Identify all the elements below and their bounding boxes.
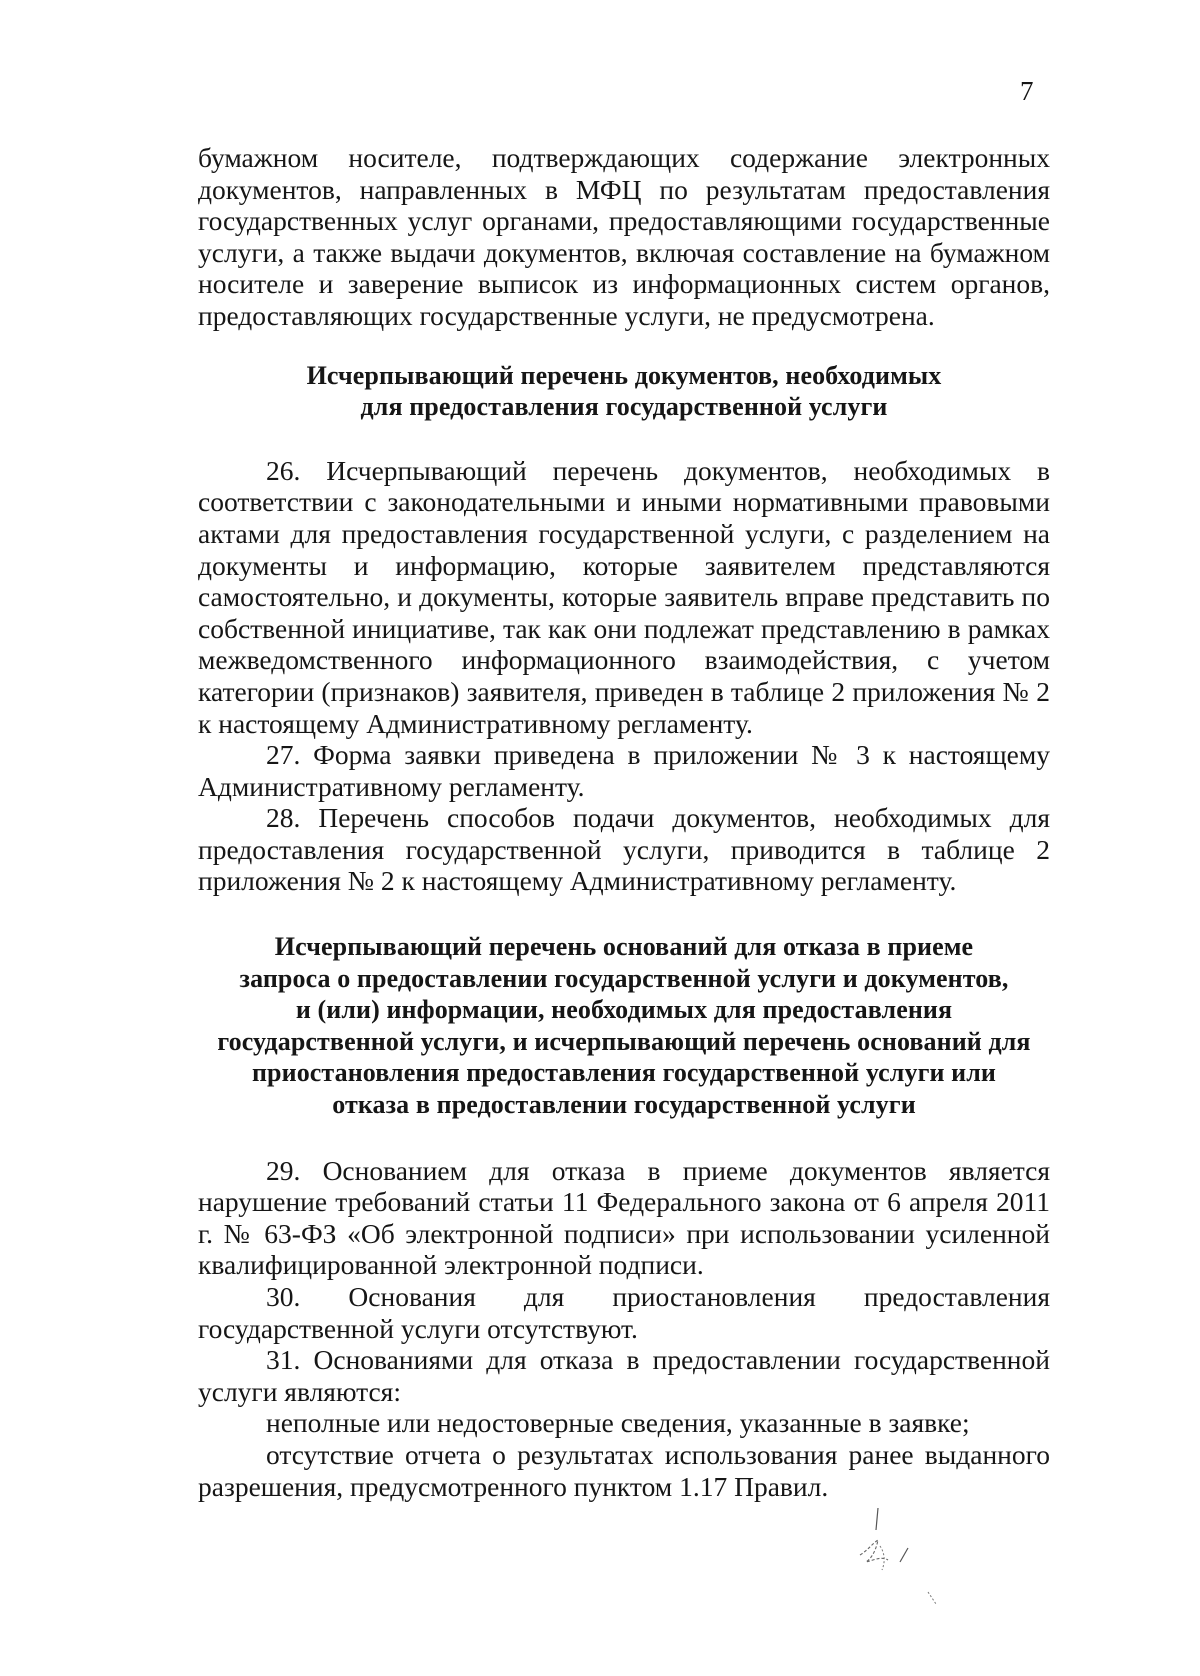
spacer xyxy=(198,423,1050,455)
paragraph-31-item-a: неполные или недостоверные сведения, указанные в заявке; xyxy=(266,1407,970,1439)
heading-line: Исчерпывающий перечень оснований для отказа в приеме xyxy=(274,932,974,962)
section-heading-refusal xyxy=(198,931,1050,1121)
paragraph-31-item-b: отсутствие отчета о результатах использования ранее выданного разрешения, предусмотренного пунктом 1.17 Правил. xyxy=(198,1438,1050,1502)
heading-line: государственной услуги, и исчерпывающий перечень оснований для xyxy=(217,1026,1031,1056)
paragraph-30: 30. Основания для приостановления предоставления государственной услуги отсутствуют. xyxy=(198,1281,1050,1344)
heading-line: Исчерпывающий перечень документов, необходимых xyxy=(306,360,942,390)
intro-paragraph: бумажном носителе, подтверждающих содержание электронных документов, направленных в МФЦ по результатам предоставления государственных услуг органами, предоставляющими государственные услуги, а также выдачи документов, включая составление на бумажном носителе и заверение выписок из информационных систем органов, предоставляющих государственные услуги, не предусмотрена. xyxy=(198,142,1050,331)
spacer xyxy=(198,1121,1050,1155)
heading-line: отказа в предоставлении государственной услуги xyxy=(332,1090,916,1120)
spacer xyxy=(198,332,1050,360)
heading-line: для предоставления государственной услуги xyxy=(360,392,888,422)
heading-line: приостановления предоставления государственной услуги или xyxy=(251,1058,997,1088)
paragraph-28: 28. Перечень способов подачи документов, необходимых для предоставления государственной услуги, приводится в таблице 2 приложения № 2 к настоящему Административному регламенту. xyxy=(198,802,1050,897)
heading-line: и (или) информации, необходимых для предоставления xyxy=(295,995,953,1025)
heading-line: запроса о предоставлении государственной услуги и документов, xyxy=(239,963,1009,993)
spacer xyxy=(198,897,1050,931)
paragraph-26: 26. Исчерпывающий перечень документов, необходимых в соответствии с законодательными и иными нормативными правовыми актами для предоставления государственной услуги, с разделением на документы и информацию, которые заявителем представляются самостоятельно, и документы, которые заявитель вправе представить по собственной инициативе, так как они подлежат представлению в рамках межведомственного информационного взаимодействия, с учетом категории (признаков) заявителя, приведен в таблице 2 приложения № 2 к настоящему Административному регламенту. xyxy=(198,454,1050,739)
section-heading-documents xyxy=(198,360,1050,423)
document-body xyxy=(198,142,1050,1502)
page-number: 7 xyxy=(1020,76,1034,106)
paragraph-27: 27. Форма заявки приведена в приложении № 3 к настоящему Административному регламенту. xyxy=(198,739,1050,802)
handwritten-signature xyxy=(820,1500,940,1610)
paragraph-31: 31. Основаниями для отказа в предоставлении государственной услуги являются: xyxy=(198,1344,1050,1407)
paragraph-29: 29. Основанием для отказа в приеме документов является нарушение требований статьи 11 Федерального закона от 6 апреля 2011 г. № 63-ФЗ «Об электронной подписи» при использовании усиленной квалифицированной электронной подписи. xyxy=(198,1154,1050,1281)
